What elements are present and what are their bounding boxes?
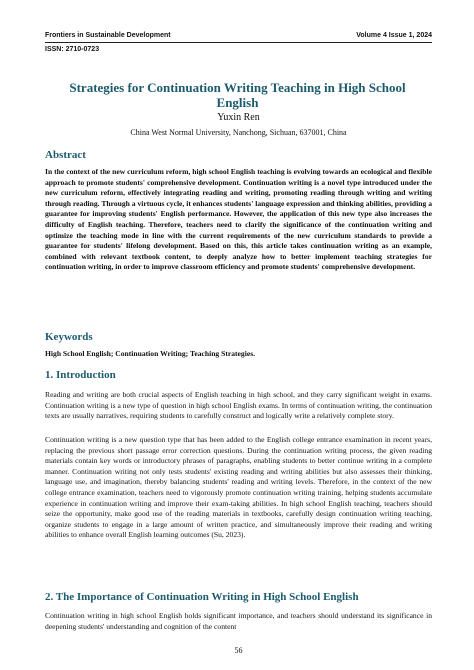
section-2-paragraph-1: Continuation writing in high school English holds significant importance, and teachers should understand its significance in deepening students' understanding and cognition of the content <box>45 611 432 631</box>
header-rule <box>45 42 432 43</box>
section-2-heading: 2. The Importance of Continuation Writing in High School English <box>45 591 359 603</box>
issn: ISSN: 2710-0723 <box>45 46 100 53</box>
section-1-heading: 1. Introduction <box>45 369 116 381</box>
paper-title: Strategies for Continuation Writing Teaching in High School English <box>69 80 406 110</box>
page-number: 56 <box>234 646 243 655</box>
keywords-heading: Keywords <box>45 331 93 343</box>
abstract-heading: Abstract <box>45 149 86 161</box>
section-1-paragraph-1: Reading and writing are both crucial aspects of English teaching in high school, and they carry significant weight in exams. Continuation writing is a new type of question in high school English exams. In terms of continuation writing, the continuation texts are usually narratives, requiring students to carefully construct and logically write a relatively complete story. <box>45 390 432 421</box>
running-header <box>45 31 432 40</box>
section-1-paragraph-2: Continuation writing is a new question type that has been added to the English college entrance examination in recent years, replacing the previous short passage error correction questions. During the continuation writing process, the given reading materials contain key words or introductory phrases of paragraphs, enabling students to better continue writing in a complete manner. Continuation writing not only tests students' existing reading and writing abilities but also assesses their thinking, language use, and imagination, thereby balancing students' reading and writing levels. Therefore, in the context of the new college entrance examination, teachers need to vigorously promote continuation writing training, helping students accumulate experience in continuation writing and improve their exam-taking abilities. In high school English teaching, teachers should seize the opportunity, make good use of the reading materials in textbooks, carefully design continuation writing teaching, organize students to engage in a large amount of written practice, and simultaneously improve their reading and writing abilities to enhance overall English learning outcomes (Su, 2023). <box>45 435 432 540</box>
keywords-text: High School English; Continuation Writing; Teaching Strategies. <box>45 349 256 358</box>
journal-name: Frontiers in Sustainable Development <box>45 32 171 39</box>
volume-issue: Volume 4 Issue 1, 2024 <box>356 32 432 39</box>
author-name: Yuxin Ren <box>217 112 260 123</box>
affiliation: China West Normal University, Nanchong, Sichuan, 637001, China <box>130 128 347 137</box>
abstract-text: In the context of the new curriculum reform, high school English teaching is evolving towards an ecological and flexible approach to promote students' comprehensive development. Continuation writing is a novel type introduced under the new curriculum reform, effectively integrating reading and writing, promoting reading through writing and writing through reading. Through a virtuous cycle, it enhances students' language expression and thinking abilities, providing a guarantee for improving students' English performance. However, the application of this new type also increases the difficulty of English teaching. Therefore, teachers need to clarify the significance of the continuation writing and optimize the teaching mode in line with the current requirements of the new curriculum standards to provide a guarantee for students' lifelong development. Based on this, this article takes continuation writing as an example, combined with relevant textbook content, to deeply analyze how to better implement teaching strategies for continuation writing, in order to improve classroom efficiency and promote students' comprehensive development. <box>45 167 432 272</box>
